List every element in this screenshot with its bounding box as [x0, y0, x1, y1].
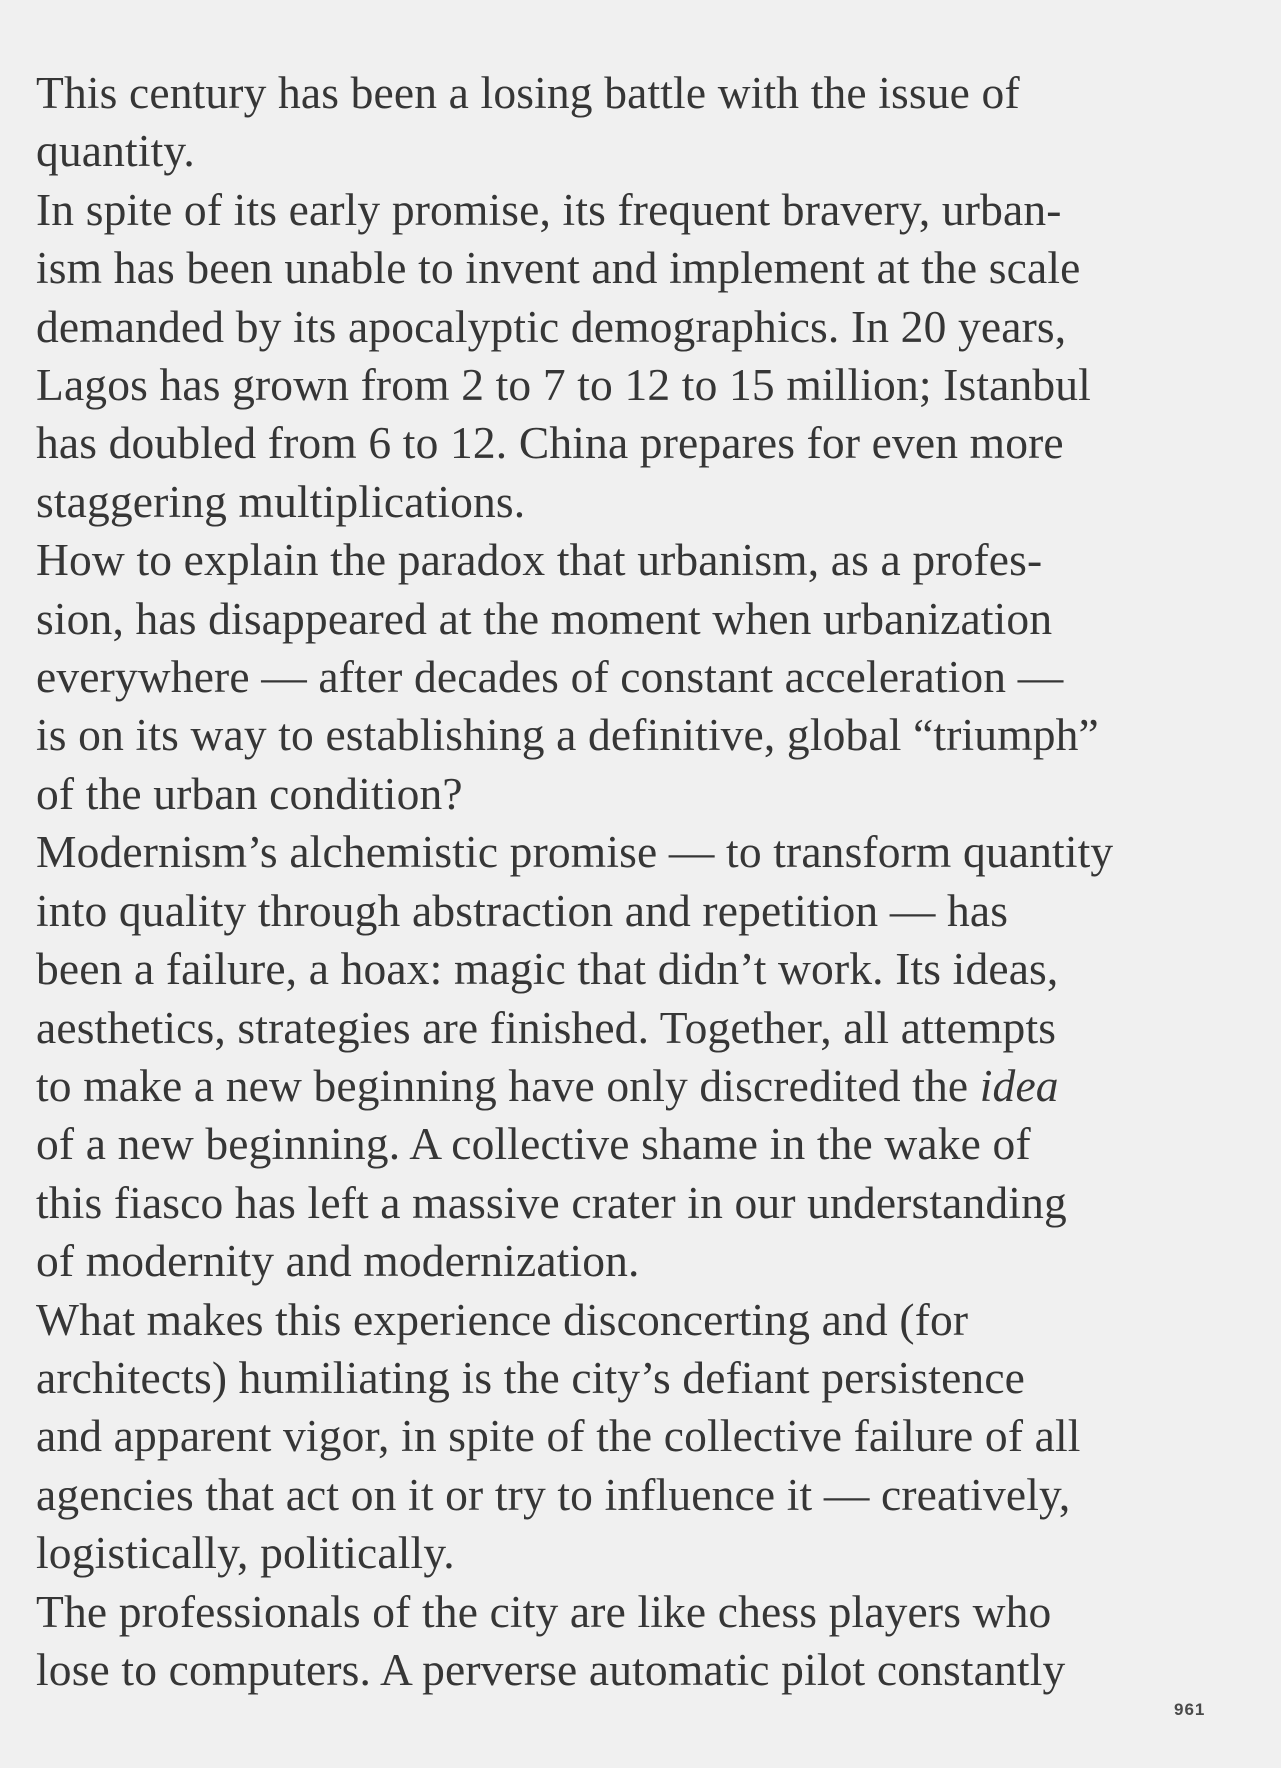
text-line: Lagos has grown from 2 to 7 to 12 to 15 million; Istanbul [36, 359, 1091, 411]
paragraph [36, 823, 1251, 1290]
text-line [36, 1057, 1251, 1115]
text-line: This century has been a losing battle with the issue of [36, 67, 1020, 118]
text-line: In spite of its early promise, its frequent bravery, urban- [36, 183, 1062, 235]
text-line: The professionals of the city are like chess players who [36, 1585, 1052, 1637]
italic-run: idea [979, 1059, 1059, 1111]
text-line: everywhere — after decades of constant acceleration — [36, 651, 1064, 703]
text-line: What makes this experience disconcerting and (for [36, 1293, 969, 1345]
text-line: been a failure, a hoax: magic that didn’t work. Its ideas, [36, 943, 1059, 995]
text-run: to make a new beginning have only discredited the [36, 1059, 980, 1111]
text-line: of a new beginning. A collective shame in the wake of [36, 1118, 1031, 1170]
text-line: has doubled from 6 to 12. China prepares for even more [36, 417, 1064, 469]
paragraph [36, 531, 1251, 823]
paragraph [36, 64, 1251, 181]
text-line: logistically, politically. [36, 1527, 455, 1579]
text-line: lose to computers. A perverse automatic pilot constantly [36, 1643, 1066, 1695]
text-line: architects) humiliating is the city’s defiant persistence [36, 1351, 1026, 1403]
text-line: demanded by its apocalyptic demographics. In 20 years, [36, 300, 1067, 352]
text-line: into quality through abstraction and repetition — has [36, 884, 1009, 936]
text-line: quantity. [36, 125, 195, 177]
text-line: and apparent vigor, in spite of the collective failure of all [36, 1410, 1081, 1462]
text-line: of the urban condition? [36, 767, 463, 819]
paragraph [36, 1291, 1251, 1583]
text-line: ism has been unable to invent and implement at the scale [36, 242, 1081, 294]
text-line: Modernism’s alchemistic promise — to transform quantity [36, 826, 1114, 878]
text-line: How to explain the paradox that urbanism, as a profes- [36, 534, 1043, 586]
text-line: aesthetics, strategies are finished. Together, all attempts [36, 1001, 1057, 1053]
text-line: this fiasco has left a massive crater in our understanding [36, 1176, 1067, 1228]
text-line: staggering multiplications. [36, 475, 526, 527]
page-number: 961 [1174, 1700, 1206, 1719]
text-line: of modernity and modernization. [36, 1235, 640, 1287]
paragraph [36, 181, 1251, 531]
paragraph [36, 1583, 1251, 1700]
text-line: agencies that act on it or try to influence it — creatively, [36, 1468, 1071, 1520]
text-line: sion, has disappeared at the moment when urbanization [36, 592, 1053, 644]
text-line: is on its way to establishing a definitive, global “triumph” [36, 709, 1099, 761]
body-text [36, 64, 1251, 1699]
